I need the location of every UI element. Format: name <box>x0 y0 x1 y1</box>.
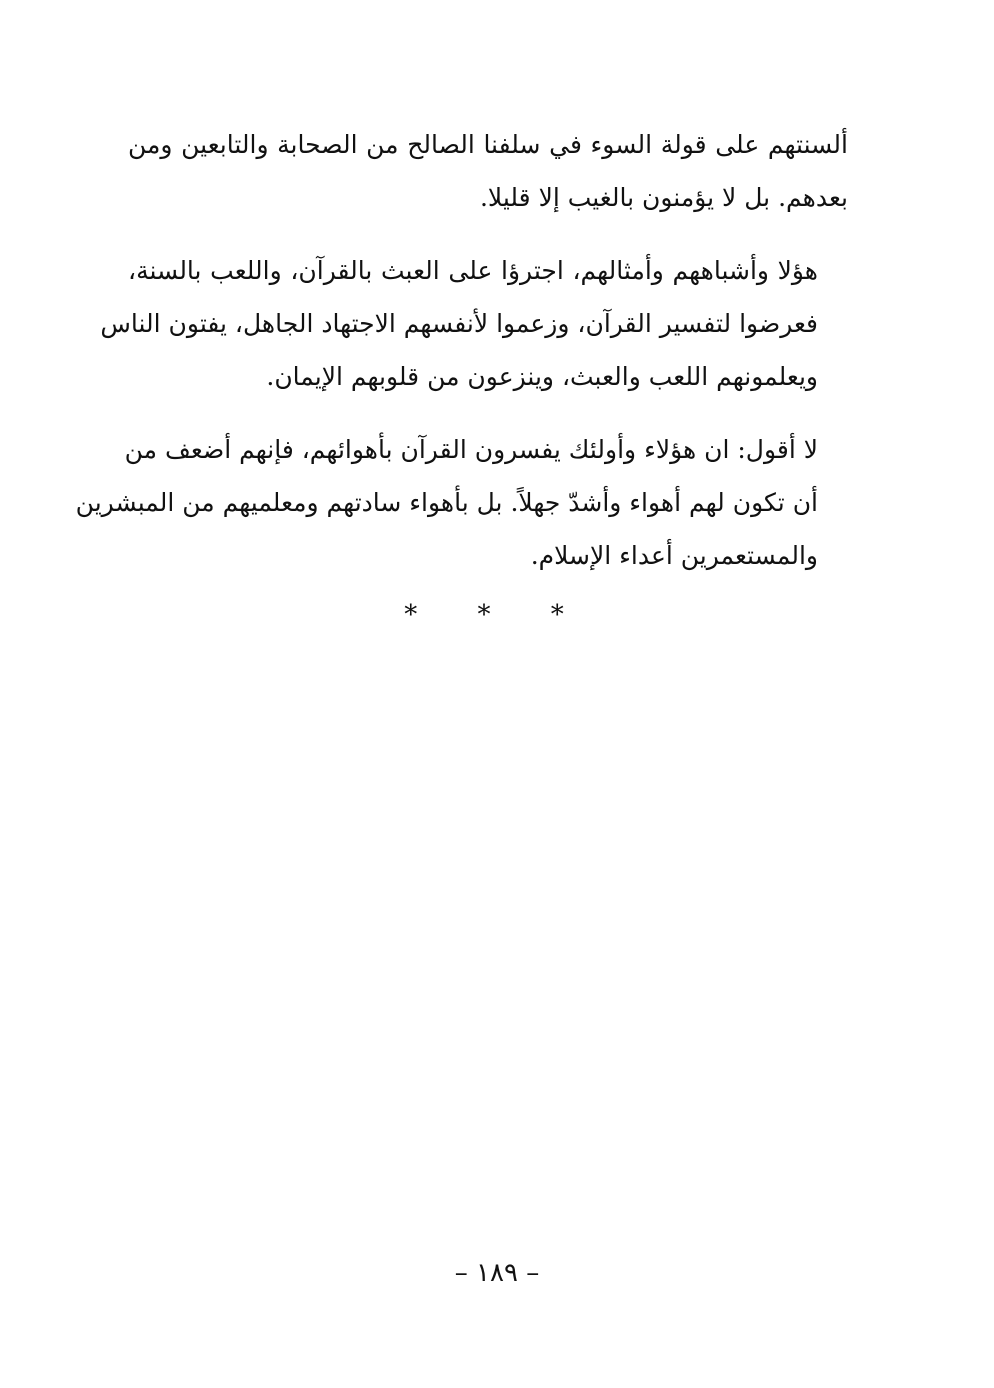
page-number: – ١٨٩ – <box>454 1258 540 1288</box>
text-line: والمستعمرين أعداء الإسلام. <box>530 541 818 570</box>
paragraph-2 <box>100 244 848 403</box>
text-line: هؤلا وأشباههم وأمثالهم، اجترؤا على العبث بالقرآن، واللعب بالسنة، <box>128 256 818 285</box>
text-line: فعرضوا لتفسير القرآن، وزعموا لأنفسهم الاجتهاد الجاهل، يفتون الناس <box>100 309 818 338</box>
text-line: بعدهم. بل لا يؤمنون بالغيب إلا قليلا. <box>479 183 848 212</box>
body-text <box>75 118 848 602</box>
text-line: ويعلمونهم اللعب والعبث، وينزعون من قلوبهم الإيمان. <box>266 362 818 391</box>
text-line: لا أقول: ان هؤلاء وأولئك يفسرون القرآن بأهوائهم، فإنهم أضعف من <box>124 435 818 464</box>
section-separator: * * * <box>404 600 590 630</box>
paragraph-1 <box>128 118 848 224</box>
text-line: ألسنتهم على قولة السوء في سلفنا الصالح من الصحابة والتابعين ومن <box>128 130 848 159</box>
text-line: أن تكون لهم أهواء وأشدّ جهلاً. بل بأهواء سادتهم ومعلميهم من المبشرين <box>75 488 818 517</box>
paragraph-3 <box>75 423 848 582</box>
